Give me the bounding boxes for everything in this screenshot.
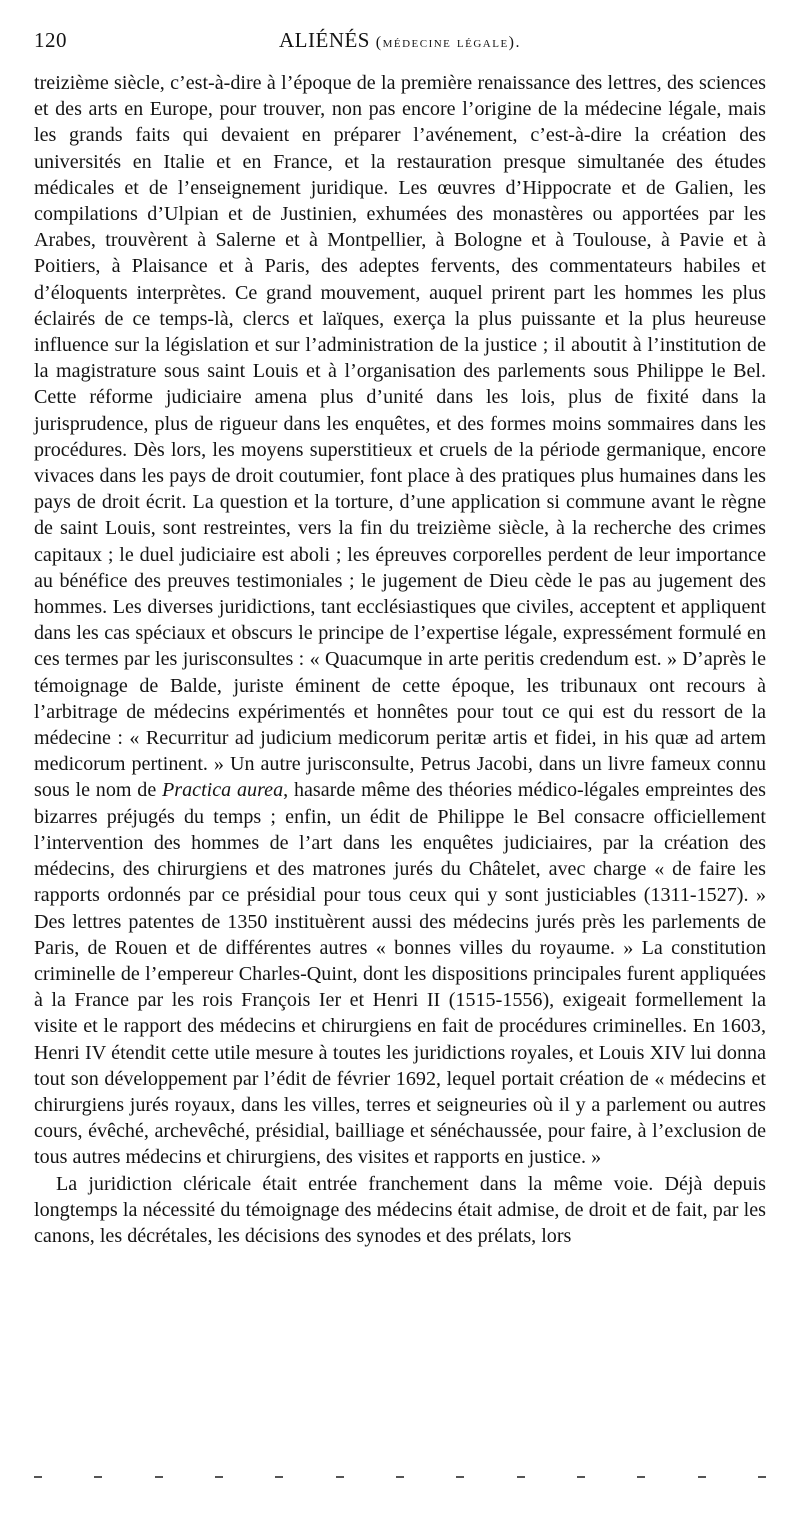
dash-mark <box>637 1476 645 1478</box>
dash-mark <box>34 1476 42 1478</box>
running-title-subtitle: (médecine légale). <box>375 34 521 51</box>
body-text <box>34 70 766 1249</box>
dash-mark <box>155 1476 163 1478</box>
book-title-italic: Practica aurea <box>162 779 284 802</box>
dash-mark <box>456 1476 464 1478</box>
dash-mark <box>275 1476 283 1478</box>
paragraph-1-text-a: treizième siècle, c’est-à-dire à l’époque de la première renaissance des lettres, des sciences et des arts en Europe, pour trouver, non pas encore l’origine de la médecine légale, mais les grands faits qui devaient en préparer l’avénement, c’est-à-dire la création des universités en Italie et en France, et la restauration presque simultanée des études médicales et de l’enseignement juridique. Les œuvres d’Hippocrate et de Galien, les compilations d’Ulpian et de Justinien, exhumées des monastères ou apportées par les Arabes, trouvèrent à Salerne et à Montpellier, à Bologne et à Toulouse, à Pavie et à Poitiers, à Plaisance et à Paris, des adeptes fervents, des commentateurs habiles et d’éloquents interprètes. Ce grand mouvement, auquel prirent part les hommes les plus éclairés de ce temps-là, clercs et laïques, exerça la plus puissante et la plus heureuse influence sur la législation et sur l’administration de la justice ; il aboutit à l’institution de la magistrature sous saint Louis et à l’organisation des parlements sous Philippe le Bel. Cette réforme judiciaire amena plus d’unité dans les lois, plus de fixité dans la jurisprudence, plus de rigueur dans les enquêtes, et des formes moins sommaires dans les procédures. Dès lors, les moyens superstitieux et cruels de la période germanique, encore vivaces dans les pays de droit coutumier, font place à des pratiques plus humaines dans les pays de droit écrit. La question et la torture, d’une application si commune avant le règne de saint Louis, sont restreintes, vers la fin du treizième siècle, à la recherche des crimes capitaux ; le duel judiciaire est aboli ; les épreuves corporelles perdent de leur importance au bénéfice des preuves testimoniales ; le jugement de Dieu cède le pas au jugement des hommes. Les diverses juridictions, tant ecclésiastiques que civiles, acceptent et appliquent dans les cas spéciaux et obscurs le principe de l’expertise légale, expressément formulé en ces termes par les jurisconsultes : « Quacumque in arte peritis credendum est. » D’après le témoignage de Balde, juriste éminent de cette époque, les tribunaux ont recours à l’arbitrage de médecins expérimentés et honnêtes pour tout ce qui est du ressort de la médecine : « Recurritur ad judicium medicorum peritæ artis et fidei, in his quæ ad artem medicorum pertinent. » Un autre jurisconsulte, Petrus Jacobi, dans un livre fameux connu sous le nom de <box>34 72 766 802</box>
dash-mark <box>698 1476 706 1478</box>
running-title-main: ALIÉNÉS <box>279 28 370 52</box>
bottom-rule-marks <box>34 1476 766 1482</box>
dash-mark <box>215 1476 223 1478</box>
dash-mark <box>94 1476 102 1478</box>
paragraph-1-text-b: , hasarde même des théories médico-légales empreintes des bizarres préjugés du temps ; enfin, un édit de Philippe le Bel consacre officiellement l’intervention des hommes de l’art dans les enquêtes judiciaires, par la création des médecins, des chirurgiens et des matrones jurés du Châtelet, avec charge « de faire les rapports ordonnés par ce présidial pour tous ceux qui y sont justiciables (1311-1527). » Des lettres patentes de 1350 instituèrent aussi des médecins jurés près les parlements de Paris, de Rouen et de différentes autres « bonnes villes du royaume. » La constitution criminelle de l’empereur Charles-Quint, dont les dispositions principales furent appliquées à la France par les rois François Ier et Henri II (1515-1556), exigeait formellement la visite et le rapport des médecins et chirurgiens en fait de procédures criminelles. En 1603, Henri IV étendit cette utile mesure à toutes les juridictions royales, et Louis XIV lui donna tout son développement par l’édit de février 1692, lequel portait création de « médecins et chirurgiens jurés royaux, dans les villes, terres et seigneuries où il y a parlement ou autres cours, évêché, archevêché, présidial, bailliage et sénéchaussée, pour faire, à l’exclusion de tous autres médecins et chirurgiens, des visites et rapports en justice. » <box>34 779 766 1169</box>
paragraph-2: La juridiction cléricale était entrée franchement dans la même voie. Déjà depuis longtemps la nécessité du témoignage des médecins était admise, de droit et de fait, par les canons, les décrétales, les décisions des synodes et des prélats, lors <box>34 1172 766 1247</box>
dash-mark <box>758 1476 766 1478</box>
running-title <box>34 28 766 53</box>
dash-mark <box>517 1476 525 1478</box>
running-header <box>34 28 766 62</box>
dash-mark <box>396 1476 404 1478</box>
dash-mark <box>336 1476 344 1478</box>
page-number: 120 <box>34 28 67 52</box>
paragraph-1 <box>34 70 766 1171</box>
dash-mark <box>577 1476 585 1478</box>
